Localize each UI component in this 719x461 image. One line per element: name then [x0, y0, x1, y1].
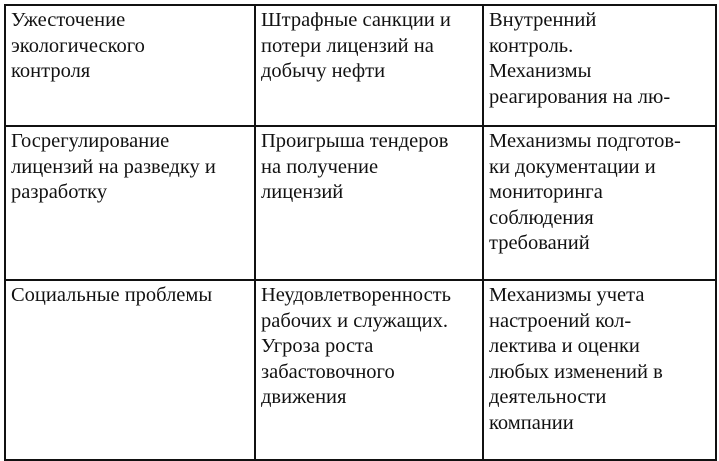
cell-text-line: настроений кол-	[489, 309, 632, 332]
cell-text-line: контроля	[11, 60, 91, 82]
cell-text-line: на получение	[261, 155, 379, 178]
table-cell-risk	[5, 280, 255, 460]
cell-text-line: забастовочного	[261, 360, 395, 383]
cell-text-line: реагирования на лю-	[489, 85, 671, 108]
table-cell-mechanism	[483, 5, 716, 126]
cell-text-line: добычу нефти	[261, 60, 386, 82]
cell-text-line: рабочих и служащих.	[261, 309, 448, 332]
cell-text-line: Неудовлетворенность	[261, 284, 451, 306]
cell-text-line: компании	[489, 411, 574, 434]
cell-text-line: контроль.	[489, 34, 574, 57]
cell-text-line: Социальные проблемы	[11, 284, 213, 306]
cell-text-line: ки документации и	[489, 155, 656, 178]
cell-text-line: соблюдения	[489, 206, 594, 229]
cell-text-line: экологического	[11, 34, 145, 57]
cell-text-line: Угроза роста	[261, 335, 374, 357]
cell-text-line: Механизмы	[489, 60, 592, 82]
cell-text-line: лектива и оценки	[489, 335, 640, 357]
table-cell-risk	[5, 126, 255, 280]
cell-text-line: любых изменений в	[489, 360, 663, 383]
cell-text-line: лицензий на разведку и	[11, 155, 216, 178]
table-cell-consequence	[255, 126, 483, 280]
cell-text-line: Госрегулирование	[11, 130, 170, 152]
cell-text-line: Внутренний	[489, 9, 597, 31]
cell-text-line: Механизмы подготов-	[489, 130, 681, 152]
table-row	[5, 5, 716, 126]
cell-text-line: мониторинга	[489, 181, 603, 203]
table-cell-risk	[5, 5, 255, 126]
cell-text-line: деятельности	[489, 386, 607, 408]
cell-text-line: потери лицензий на	[261, 34, 434, 57]
cell-text-line: Штрафные санкции и	[261, 9, 451, 31]
table-cell-consequence	[255, 5, 483, 126]
document-table	[4, 4, 717, 461]
table-cell-consequence	[255, 280, 483, 460]
cell-text-line: Ужесточение	[11, 9, 126, 31]
table-cell-mechanism	[483, 126, 716, 280]
table-row	[5, 126, 716, 280]
cell-text-line: разработку	[11, 181, 108, 203]
cell-text-line: лицензий	[261, 181, 344, 203]
cell-text-line: Механизмы учета	[489, 284, 645, 306]
cell-text-line: требований	[489, 232, 590, 254]
table-cell-mechanism	[483, 280, 716, 460]
cell-text-line: Проигрыша тендеров	[261, 130, 449, 152]
cell-text-line: движения	[261, 386, 347, 408]
table-row	[5, 280, 716, 460]
